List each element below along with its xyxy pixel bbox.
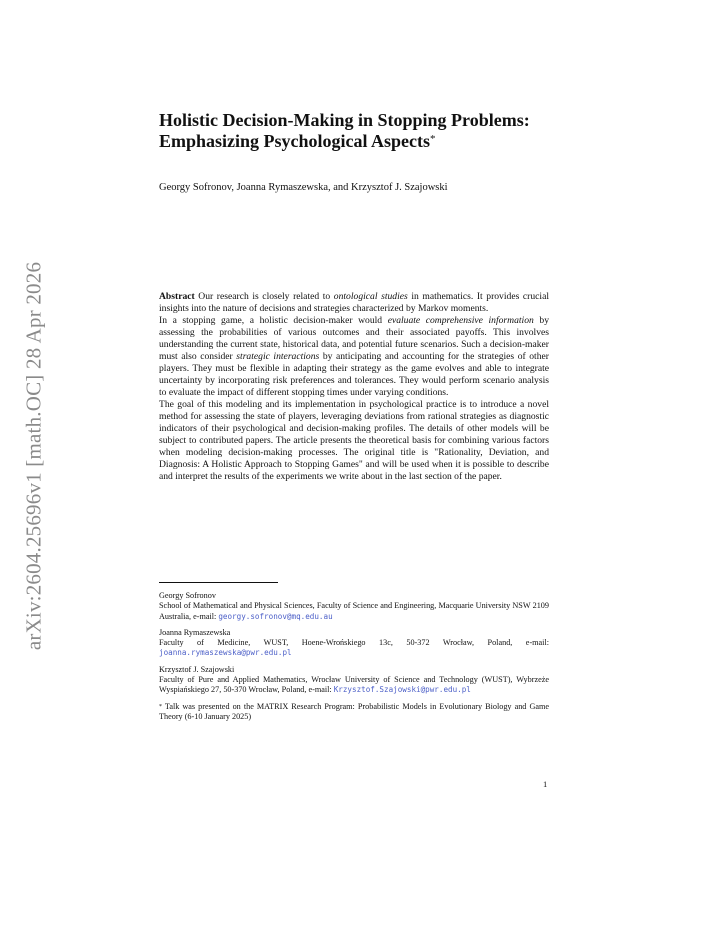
title-footnote-mark: * (430, 133, 436, 145)
footnote-mark: * (159, 703, 162, 710)
abstract-paragraph-1 (159, 291, 549, 315)
affiliation-address: School of Mathematical and Physical Sciences, Faculty of Science and Engineering, Macquarie University NSW 2109 Australia, e-mail: (159, 601, 549, 621)
affiliation-address: Faculty of Pure and Applied Mathematics, Wrocław University of Science and Technology (WUST), Wybrzeże Wyspiańskiego 27, 50-370 Wrocław, Poland, e-mail: (159, 675, 549, 695)
affiliation-name: Joanna Rymaszewska (159, 627, 231, 637)
arxiv-identifier (14, 246, 54, 666)
affiliation-entry (159, 665, 549, 696)
abstract-text: in mathematics. It provides crucial insights into the nature of decisions and strategies characterized by Markov moments. (159, 291, 549, 314)
affiliation-entry (159, 591, 549, 622)
affiliation-name: Krzysztof J. Szajowski (159, 664, 235, 674)
email-link[interactable]: joanna.rymaszewska@pwr.edu.pl (159, 648, 292, 658)
footnote-text: Talk was presented on the MATRIX Research Program: Probabilistic Models in Evolutionary Biology and Game Theory (6-10 January 2025) (159, 701, 549, 721)
abstract-text: by anticipating and accounting for the strategies of other players. They must be flexible in adapting their strategy as the game evolves and able to integrate uncertainty by incorporating risk preferences and tolerances. They would perform scenario analysis to evaluate the impact of different stopping times under varying conditions. (159, 351, 549, 398)
abstract-paragraph-2 (159, 315, 549, 399)
abstract-emphasis: strategic interactions (236, 351, 320, 362)
affiliation-detail (159, 601, 549, 622)
abstract-text: Our research is closely related to (194, 291, 334, 302)
abstract-emphasis: evaluate comprehensive information (387, 315, 534, 326)
title-line-2: Emphasizing Psychological Aspects (159, 131, 431, 151)
abstract-text: In a stopping game, a holistic decision-maker would (159, 315, 388, 326)
footnote-divider (159, 582, 278, 583)
email-link[interactable]: Krzysztof.Szajowski@pwr.edu.pl (333, 685, 471, 695)
abstract-emphasis: ontological studies (333, 291, 408, 302)
abstract-label: Abstract (159, 291, 195, 302)
affiliation-address: Faculty of Medicine, WUST, Hoene-Wrońskiego 13c, 50-372 Wrocław, Poland, e-mail: (159, 638, 549, 648)
email-link[interactable]: georgy.sofronov@mq.edu.au (218, 611, 333, 621)
title-line-1: Holistic Decision-Making in Stopping Problems: (159, 110, 530, 130)
paper-title (159, 110, 579, 152)
author-list: Georgy Sofronov, Joanna Rymaszewska, and Krzysztof J. Szajowski (159, 182, 448, 193)
affiliation-detail (159, 638, 549, 659)
abstract-text: by assessing the probabilities of various outcomes and their associated payoffs. This involves understanding the current state, historical data, and potential future scenarios. Such a decision-maker must also consider (159, 315, 549, 362)
affiliation-name: Georgy Sofronov (159, 591, 216, 600)
abstract (159, 291, 549, 483)
affiliation-entry (159, 628, 549, 659)
abstract-paragraph-3: The goal of this modeling and its implementation in psychological practice is to introduce a novel method for assessing the state of players, leveraging deviations from rational strategies as diagnostic indicators of their psychological and decision-making profiles. The details of other models will be subject to contributed papers. The article presents the theoretical basis for combining various factors when modeling decision-making processes. The original title is "Rationality, Deviation, and Diagnosis: A Holistic Approach to Stopping Games" and will be used when it is possible to describe and interpret the results of the experiments we write about in the last section of the paper. (159, 399, 549, 482)
arxiv-identifier-text: arXiv:2604.25696v1 [math.OC] 28 Apr 2026 (21, 261, 46, 651)
page-number: 1 (543, 779, 548, 789)
affiliation-detail (159, 675, 549, 696)
talk-footnote (159, 702, 549, 723)
affiliations (159, 591, 549, 722)
